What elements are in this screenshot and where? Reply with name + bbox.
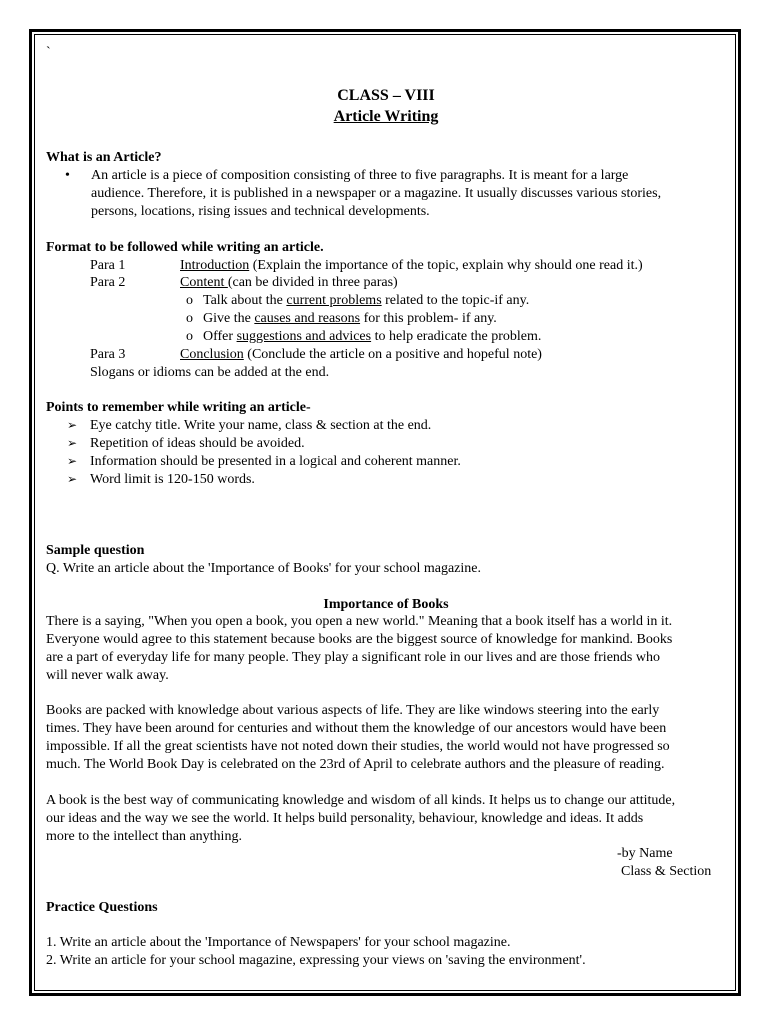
signature-class: Class & Section	[621, 864, 712, 879]
article-line: impossible. If all the great scientists have not noted down their studies, the world would not have progressed so	[46, 739, 670, 754]
slogans-note: Slogans or idioms can be added at the end.	[90, 365, 330, 380]
format-heading: Format to be followed while writing an article.	[46, 240, 324, 255]
arrow-bullet-icon: ➢	[67, 454, 78, 468]
stray-mark: `	[46, 45, 51, 60]
point-item: Eye catchy title. Write your name, class & section at the end.	[90, 418, 432, 433]
what-line: An article is a piece of composition consisting of three to five paragraphs. It is meant for a large	[91, 168, 629, 183]
article-line: Everyone would agree to this statement because books are the biggest source of knowledge for mankind. Books	[46, 632, 673, 647]
practice-question: 2. Write an article for your school magazine, expressing your views on 'saving the environment'.	[46, 953, 586, 968]
class-heading: CLASS – VIII	[337, 87, 435, 104]
article-line: are a part of everyday life for many people. They play a significant role in our lives and are those friends who	[46, 650, 660, 665]
article-line: more to the intellect than anything.	[46, 829, 242, 844]
article-title: Importance of Books	[323, 597, 449, 612]
page-title: Article Writing	[333, 108, 439, 125]
points-heading: Points to remember while writing an article-	[46, 400, 311, 415]
sub-marker-icon: o	[186, 293, 193, 308]
sub-item: Give the causes and reasons for this problem- if any.	[203, 311, 497, 326]
sample-question: Q. Write an article about the 'Importance of Books' for your school magazine.	[46, 561, 481, 576]
sub-item: Talk about the current problems related to the topic-if any.	[203, 293, 530, 308]
para1-text: Introduction (Explain the importance of the topic, explain why should one read it.)	[180, 258, 643, 273]
what-heading: What is an Article?	[46, 150, 162, 165]
point-item: Information should be presented in a logical and coherent manner.	[90, 454, 461, 469]
sub-marker-icon: o	[186, 329, 193, 344]
article-line: will never walk away.	[46, 668, 169, 683]
practice-heading: Practice Questions	[46, 900, 158, 915]
article-line: Books are packed with knowledge about various aspects of life. They are like windows steering into the early	[46, 703, 660, 718]
article-line: our ideas and the way we see the world. It helps build personality, behaviour, knowledge and ideas. It adds	[46, 811, 644, 826]
para3-text: Conclusion (Conclude the article on a positive and hopeful note)	[180, 347, 542, 362]
arrow-bullet-icon: ➢	[67, 418, 78, 432]
para2-text: Content (can be divided in three paras)	[180, 275, 398, 290]
practice-question: 1. Write an article about the 'Importance of Newspapers' for your school magazine.	[46, 935, 511, 950]
what-line: audience. Therefore, it is published in a newspaper or a magazine. It usually discusses various stories,	[91, 186, 662, 201]
arrow-bullet-icon: ➢	[67, 472, 78, 486]
signature-name: -by Name	[617, 846, 673, 861]
point-item: Repetition of ideas should be avoided.	[90, 436, 305, 451]
article-line: There is a saying, "When you open a book, you open a new world." Meaning that a book itself has a world in it.	[46, 614, 673, 629]
arrow-bullet-icon: ➢	[67, 436, 78, 450]
sub-item: Offer suggestions and advices to help eradicate the problem.	[203, 329, 542, 344]
what-line: persons, locations, rising issues and technical developments.	[91, 204, 430, 219]
article-line: times. They have been around for centuries and without them the knowledge of our ancestors would have been	[46, 721, 667, 736]
sample-heading: Sample question	[46, 543, 145, 558]
article-line: A book is the best way of communicating knowledge and wisdom of all kinds. It helps us to change our attitude,	[46, 793, 676, 808]
point-item: Word limit is 120-150 words.	[90, 472, 255, 487]
para1-label: Para 1	[90, 258, 126, 273]
sub-marker-icon: o	[186, 311, 193, 326]
bullet-icon: •	[65, 168, 70, 183]
article-line: much. The World Book Day is celebrated on the 23rd of April to celebrate authors and the pleasure of reading.	[46, 757, 665, 772]
para3-label: Para 3	[90, 347, 126, 362]
para2-label: Para 2	[90, 275, 126, 290]
